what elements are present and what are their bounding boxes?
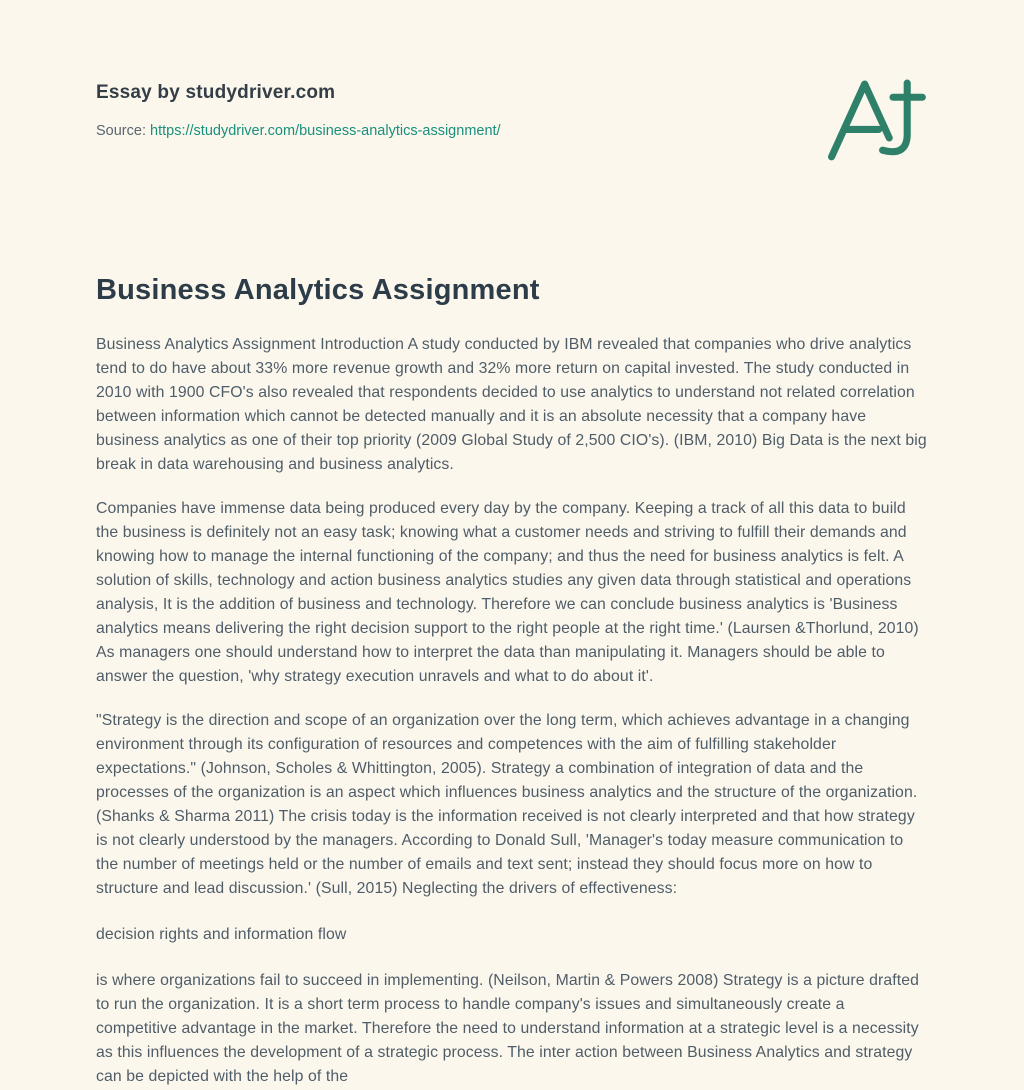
- page-title: Business Analytics Assignment: [96, 274, 540, 306]
- source-label: Source:: [96, 123, 146, 139]
- header-text-block: [96, 82, 501, 139]
- article-body: [96, 333, 928, 1089]
- paragraph-1: Business Analytics Assignment Introduction A study conducted by IBM revealed that companies who drive analytics tend to do have about 33% more revenue growth and 32% more return on capital invested. The study conducted in 2010 with 1900 CFO's also revealed that respondents decided to use analytics to understand not related correlation between information which cannot be detected manually and it is an absolute necessity that a company have business analytics as one of their top priority (2009 Global Study of 2,500 CIO's). (IBM, 2010) Big Data is the next big break in data warehousing and business analytics.: [96, 336, 927, 473]
- document-header: [96, 82, 928, 168]
- article: [96, 274, 928, 1089]
- paragraph-5: is where organizations fail to succeed in implementing. (Neilson, Martin & Powers 2008) Strategy is a picture drafted to run the organization. It is a short term process to handle company's issues and simultaneously create a competitive advantage in the market. Therefore the need to understand information at a strategic level is a necessity as this influences the development of a strategic process. The inter action between Business Analytics and strategy can be depicted with the help of the: [96, 972, 919, 1085]
- paragraph-3: "Strategy is the direction and scope of an organization over the long term, which achieves advantage in a changing environment through its configuration of resources and competences with the aim of fulfilling stakeholder expectations." (Johnson, Scholes & Whittington, 2005). Strategy a combination of integration of data and the processes of the organization is an aspect which influences business analytics and the structure of the organization. (Shanks & Sharma 2011) The crisis today is the information received is not clearly interpreted and that how strategy is not clearly understood by the managers. According to Donald Sull, 'Manager's today measure communication to the number of meetings held or the number of emails and text sent; instead they should focus more on how to structure and lead discussion.' (Sull, 2015) Neglecting the drivers of effectiveness:: [96, 712, 918, 897]
- paragraph-4: decision rights and information flow: [96, 926, 347, 943]
- source-url-link[interactable]: https://studydriver.com/business-analytics-assignment/: [150, 123, 501, 139]
- source-line: [96, 123, 501, 139]
- studydriver-logo-icon: [824, 70, 928, 168]
- byline: Essay by studydriver.com: [96, 82, 336, 103]
- paragraph-2: Companies have immense data being produced every day by the company. Keeping a track of all this data to build the business is definitely not an easy task; knowing what a customer needs and striving to fulfill their demands and knowing how to manage the internal functioning of the company; and thus the need for business analytics is felt. A solution of skills, technology and action business analytics studies any given data through statistical and operations analysis, It is the addition of business and technology. Therefore we can conclude business analytics is 'Business analytics means delivering the right decision support to the right people at the right time.' (Laursen &Thorlund, 2010) As managers one should understand how to interpret the data than manipulating it. Managers should be able to answer the question, 'why strategy execution unravels and what to do about it'.: [96, 500, 919, 685]
